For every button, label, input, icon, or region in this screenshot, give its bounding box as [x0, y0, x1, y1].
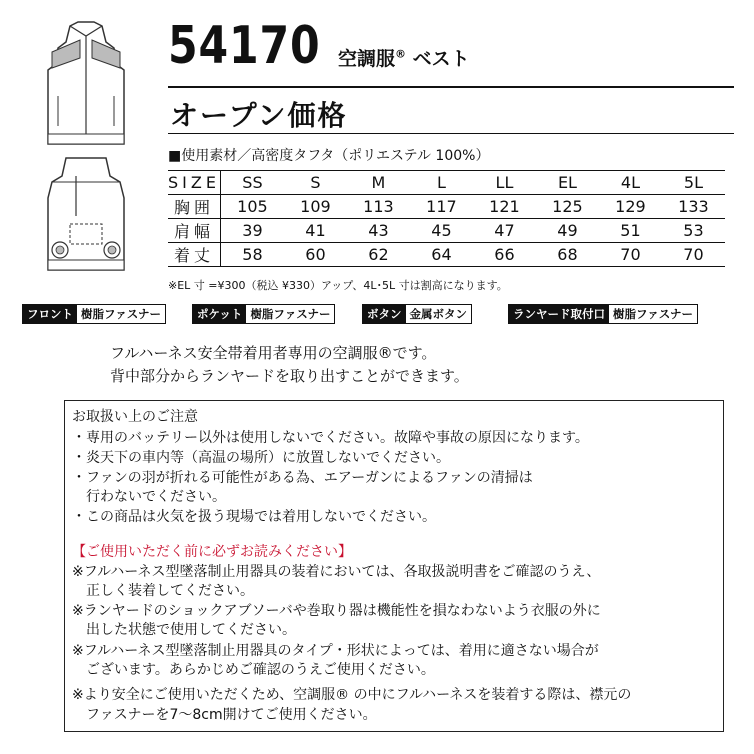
- price-label: オープン価格: [170, 99, 348, 132]
- badge-key: フロント: [23, 305, 77, 323]
- caution-title: お取扱い上のご注意: [72, 409, 198, 425]
- badge-key: ボタン: [363, 305, 406, 323]
- table-cell: 41: [284, 219, 347, 243]
- table-cell: 70: [662, 243, 725, 267]
- size-header-cell: SIZE: [168, 171, 220, 195]
- table-cell: 70: [599, 243, 662, 267]
- size-table: [168, 170, 725, 267]
- badge-pocket: [192, 304, 335, 324]
- table-cell: 58: [220, 243, 284, 267]
- read-first-item: 正しく装着してください。: [72, 583, 254, 599]
- read-first-item: ※フルハーネス型墜落制止用器具のタイプ・形状によっては、着用に適さない場合が: [72, 643, 599, 659]
- caution-item: ・炎天下の車内等（高温の場所）に放置しないでください。: [72, 450, 450, 466]
- read-first-item: ございます。あらかじめご確認のうえご使用ください。: [72, 662, 435, 678]
- table-cell: 60: [284, 243, 347, 267]
- read-first-item: ファスナーを7～8cm開けてご使用ください。: [72, 707, 377, 723]
- size-table-row: [168, 243, 725, 267]
- size-table-row: [168, 195, 725, 219]
- description-line: 背中部分からランヤードを取り出すことができます。: [110, 367, 469, 385]
- size-header-cell: LL: [473, 171, 536, 195]
- table-cell: 68: [536, 243, 599, 267]
- badge-front: [22, 304, 166, 324]
- size-header-cell: SS: [220, 171, 284, 195]
- row-label: 胸囲: [168, 195, 220, 219]
- vest-back-illustration: [40, 152, 132, 276]
- size-table-header-row: [168, 171, 725, 195]
- badge-value: 樹脂ファスナー: [246, 305, 334, 323]
- table-cell: 129: [599, 195, 662, 219]
- table-cell: 47: [473, 219, 536, 243]
- read-first-item: 出した状態で使用してください。: [72, 622, 296, 638]
- table-cell: 66: [473, 243, 536, 267]
- caution-item: 行わないでください。: [72, 489, 226, 505]
- table-cell: 125: [536, 195, 599, 219]
- description-line: フルハーネス安全帯着用者専用の空調服®です。: [110, 344, 437, 362]
- table-cell: 133: [662, 195, 725, 219]
- size-header-cell: L: [410, 171, 473, 195]
- caution-item: ・この商品は火気を扱う現場では着用しないでください。: [72, 509, 436, 525]
- product-name-suffix: ベスト: [406, 48, 470, 70]
- header-divider: [168, 86, 734, 88]
- registered-mark: ®: [395, 47, 407, 61]
- table-cell: 121: [473, 195, 536, 219]
- product-name: [338, 44, 470, 71]
- size-table-row: [168, 219, 725, 243]
- badge-value: 樹脂ファスナー: [77, 305, 165, 323]
- badge-value: 樹脂ファスナー: [609, 305, 697, 323]
- size-note: ※EL 寸 =¥300（税込 ¥330）アップ、4L･5L 寸は割高になります。: [168, 279, 508, 292]
- table-cell: 117: [410, 195, 473, 219]
- badge-button: [362, 304, 472, 324]
- table-cell: 39: [220, 219, 284, 243]
- product-name-main: 空調服: [338, 48, 396, 70]
- table-cell: 109: [284, 195, 347, 219]
- row-label: 着丈: [168, 243, 220, 267]
- table-cell: 53: [662, 219, 725, 243]
- table-cell: 43: [347, 219, 410, 243]
- table-cell: 113: [347, 195, 410, 219]
- size-header-cell: EL: [536, 171, 599, 195]
- badge-lanyard: [508, 304, 698, 324]
- price-divider: [168, 133, 734, 134]
- badge-key: ポケット: [193, 305, 246, 323]
- model-number: 54170: [168, 16, 321, 76]
- size-header-cell: M: [347, 171, 410, 195]
- table-cell: 105: [220, 195, 284, 219]
- badge-key: ランヤード取付口: [509, 305, 609, 323]
- read-first-item: ※より安全にご使用いただくため、空調服® の中にフルハーネスを装着する際は、襟元の: [72, 687, 632, 703]
- size-header-cell: 5L: [662, 171, 725, 195]
- vest-front-illustration: [40, 18, 132, 148]
- table-cell: 45: [410, 219, 473, 243]
- caution-item: ・専用のバッテリー以外は使用しないでください。故障や事故の原因になります。: [72, 430, 589, 446]
- size-header-cell: S: [284, 171, 347, 195]
- table-cell: 51: [599, 219, 662, 243]
- read-first-item: ※フルハーネス型墜落制止用器具の装着においては、各取扱説明書をご確認のうえ、: [72, 564, 601, 580]
- size-header-cell: 4L: [599, 171, 662, 195]
- material-spec: ■使用素材／高密度タフタ（ポリエステル 100%）: [168, 148, 490, 164]
- row-label: 肩幅: [168, 219, 220, 243]
- read-first-item: ※ランヤードのショックアブソーバや巻取り器は機能性を損なわないよう衣服の外に: [72, 603, 601, 619]
- table-cell: 62: [347, 243, 410, 267]
- caution-item: ・ファンの羽が折れる可能性がある為、エアーガンによるファンの清掃は: [72, 470, 533, 486]
- badge-value: 金属ボタン: [406, 305, 472, 323]
- table-cell: 64: [410, 243, 473, 267]
- table-cell: 49: [536, 219, 599, 243]
- read-first-title: 【ご使用いただく前に必ずお読みください】: [72, 544, 352, 560]
